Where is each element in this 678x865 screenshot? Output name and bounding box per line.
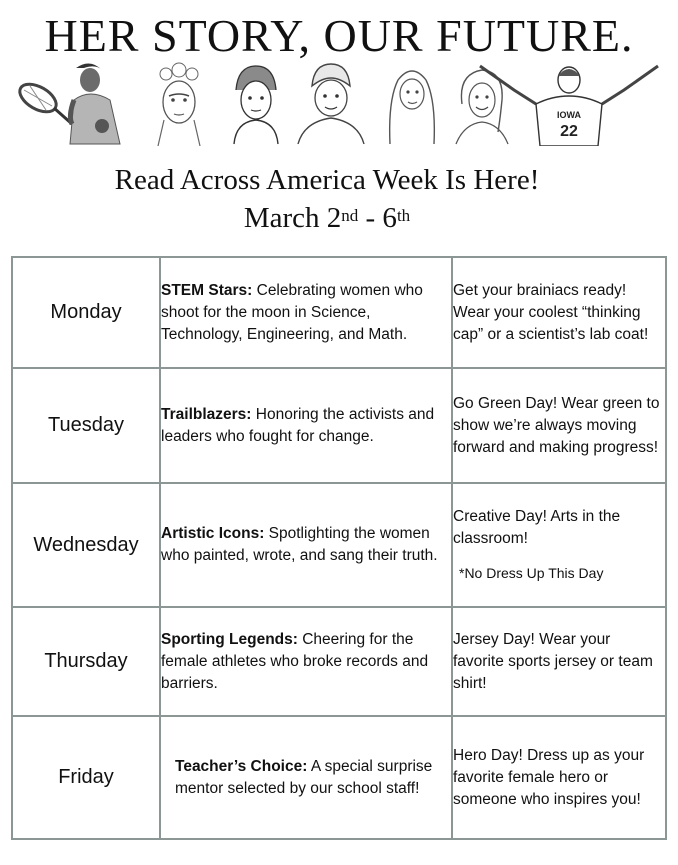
day-label: Wednesday <box>12 483 160 607</box>
table-row <box>12 716 666 839</box>
page-title: HER STORY, OUR FUTURE. <box>44 10 634 61</box>
basketball-player-illustration <box>474 60 664 146</box>
table-row <box>12 368 666 483</box>
event-heading: Read Across America Week Is Here! <box>114 164 540 196</box>
day-label: Friday <box>12 716 160 839</box>
dress-up-text: Creative Day! Arts in the classroom! <box>453 508 621 547</box>
theme-cell <box>160 368 452 483</box>
event-date <box>0 200 654 236</box>
jersey-number-text: 22 <box>560 123 578 140</box>
theme-title: Artistic Icons: <box>161 525 265 542</box>
theme-clip <box>161 629 451 695</box>
theme-text: A special surprise mentor selected by our school staff! <box>175 757 433 797</box>
jersey-team-text: IOWA <box>557 110 581 120</box>
theme-cell <box>160 483 452 607</box>
date-separator: - 6 <box>358 202 397 234</box>
date-end-suffix: th <box>396 206 411 225</box>
theme-title: Trailblazers: <box>161 405 252 423</box>
portrait-strip <box>14 60 664 152</box>
day-label: Thursday <box>12 607 160 716</box>
theme-title: Teacher’s Choice: <box>175 757 308 775</box>
woman-with-flower-crown-sketch <box>144 60 214 146</box>
woman-with-headwrap-sketch <box>290 60 372 146</box>
day-label: Monday <box>12 257 160 368</box>
theme-text: Honoring the activists and leaders who fought for change. <box>161 405 435 445</box>
day-label: Tuesday <box>12 368 160 483</box>
dress-up-text: Go Green Day! Wear green to show we’re always moving forward and making progress! <box>453 394 660 456</box>
theme-cell <box>160 607 452 716</box>
theme-text: Celebrating women who shoot for the moon in Science, Technology, Engineering, and Math. <box>161 281 423 343</box>
theme-title: STEM Stars: <box>161 281 253 299</box>
dress-up-cell <box>452 716 666 839</box>
table-row <box>12 257 666 368</box>
tennis-player-illustration <box>14 60 126 146</box>
theme-cell <box>160 716 452 839</box>
dress-up-text: Get your brainiacs ready! Wear your coolest “thinking cap” or a scientist’s lab coat! <box>453 281 649 343</box>
theme-title: Sporting Legends: <box>161 630 298 648</box>
schedule-table <box>11 256 667 840</box>
theme-cell <box>160 257 452 368</box>
dress-up-cell <box>452 368 666 483</box>
dress-up-cell <box>452 483 666 607</box>
woman-with-hijab-sketch <box>384 60 440 146</box>
table-row <box>12 607 666 716</box>
woman-with-headscarf-sketch <box>222 60 290 146</box>
dress-up-text: Jersey Day! Wear your favorite sports jersey or team shirt! <box>453 630 653 692</box>
dress-up-note: *No Dress Up This Day <box>459 565 604 581</box>
date-start: March 2 <box>243 202 342 234</box>
dress-up-text: Hero Day! Dress up as your favorite female hero or someone who inspires you! <box>453 746 645 808</box>
theme-text: Cheering for the female athletes who broke records and barriers. <box>161 630 429 692</box>
dress-up-cell <box>452 607 666 716</box>
theme-text: Spotlighting the women who painted, wrote, and sang their truth. <box>161 525 438 564</box>
date-start-suffix: nd <box>341 206 359 225</box>
table-row <box>12 483 666 607</box>
dress-up-cell <box>452 257 666 368</box>
